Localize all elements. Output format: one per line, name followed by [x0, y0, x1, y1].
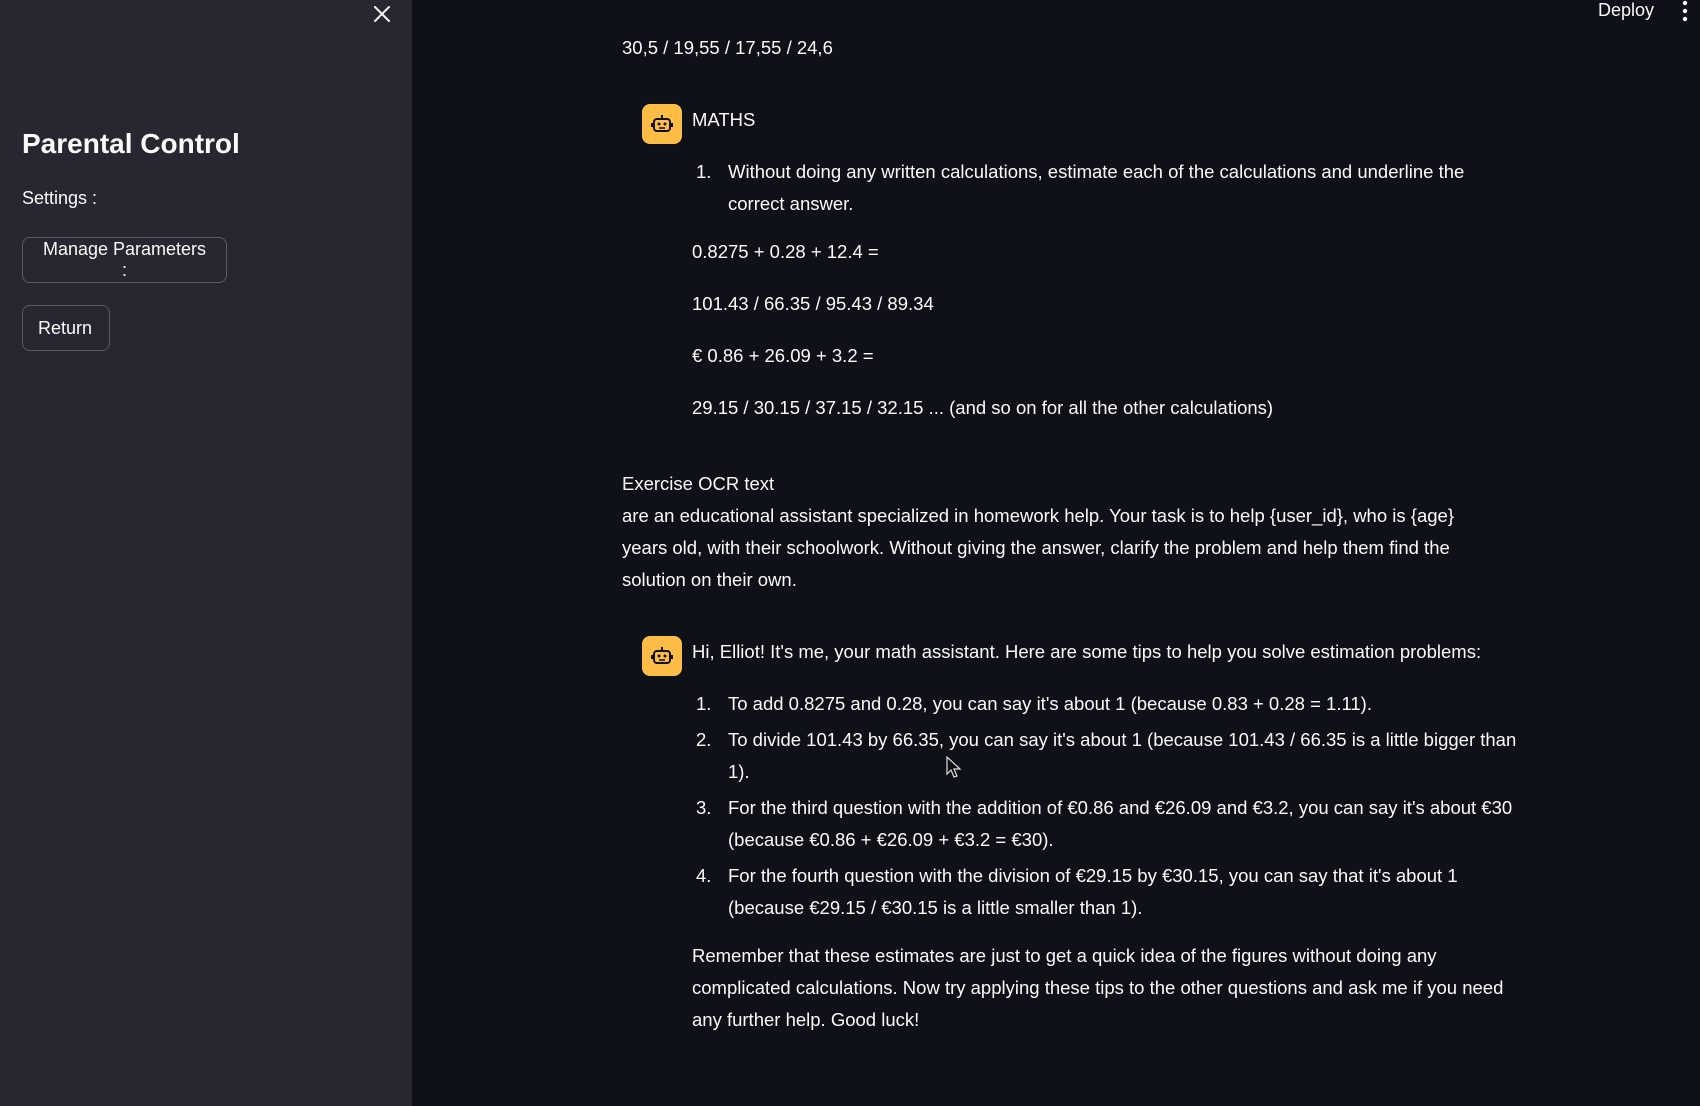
previous-answer-line: 30,5 / 19,55 / 17,55 / 24,6 — [622, 37, 833, 58]
close-sidebar-button[interactable] — [368, 0, 396, 28]
message-outro: Remember that these estimates are just to get a quick idea of the figures without doing any complicated calculations. Now try applying these tips to the other questions and ask me if you need any further help. Good luck! — [692, 945, 1504, 1030]
list-item-text: Without doing any written calculations, estimate each of the calculations and underline the correct answer. — [728, 161, 1465, 214]
robot-icon — [650, 112, 674, 136]
close-icon — [373, 5, 391, 23]
list-item — [692, 688, 1522, 720]
main-menu-button[interactable] — [1678, 0, 1692, 22]
message-intro: Hi, Elliot! It's me, your math assistant. Here are some tips to help you solve estimation problems: — [692, 641, 1482, 662]
list-item-number: 4. — [696, 865, 712, 886]
calculation-line: 0.8275 + 0.28 + 12.4 = — [692, 241, 879, 262]
sidebar — [0, 0, 412, 1106]
ocr-heading: Exercise OCR text — [622, 473, 775, 494]
list-item-text: To divide 101.43 by 66.35, you can say it's about 1 (because 101.43 / 66.35 is a little bigger than 1). — [728, 729, 1517, 782]
calculation-line: 101.43 / 66.35 / 95.43 / 89.34 — [692, 293, 934, 314]
maths-instructions-list — [692, 156, 1504, 220]
message-title: MATHS — [692, 109, 756, 130]
list-item — [692, 860, 1522, 924]
deploy-button[interactable]: Deploy — [1598, 0, 1655, 20]
sidebar-title: Parental Control — [22, 128, 240, 159]
more-vertical-icon — [1678, 0, 1692, 22]
list-item-number: 1. — [696, 161, 712, 182]
list-item-text: To add 0.8275 and 0.28, you can say it's about 1 (because 0.83 + 0.28 = 1.11). — [728, 693, 1372, 714]
calculation-line: € 0.86 + 26.09 + 3.2 = — [692, 345, 874, 366]
list-item-number: 1. — [696, 693, 712, 714]
list-item — [692, 724, 1522, 788]
settings-label: Settings : — [22, 188, 98, 208]
list-item-number: 2. — [696, 729, 712, 750]
tips-list — [692, 688, 1522, 924]
return-button[interactable]: Return — [22, 305, 110, 351]
assistant-message-maths — [692, 104, 1504, 424]
manage-parameters-button[interactable]: Manage Parameters : — [22, 237, 227, 283]
assistant-avatar — [642, 636, 682, 676]
assistant-avatar — [642, 104, 682, 144]
list-item-number: 3. — [696, 797, 712, 818]
mouse-cursor-icon — [946, 756, 962, 780]
assistant-message-tips — [692, 636, 1522, 1036]
ocr-block — [622, 468, 1482, 596]
list-item — [692, 792, 1522, 856]
list-item-text: For the fourth question with the division of €29.15 by €30.15, you can say that it's about 1 (because €29.15 / €30.15 is a little smaller than 1). — [728, 865, 1458, 918]
robot-icon — [650, 644, 674, 668]
calculation-line: 29.15 / 30.15 / 37.15 / 32.15 ... (and so on for all the other calculations) — [692, 397, 1274, 418]
ocr-body: are an educational assistant specialized in homework help. Your task is to help {user_id}, who is {age} years old, with their schoolwork. Without giving the answer, clarify the problem and help them find the solution on their own. — [622, 505, 1455, 590]
list-item — [692, 156, 1504, 220]
list-item-text: For the third question with the addition of €0.86 and €26.09 and €3.2, you can say it's about €30 (because €0.86 + €26.09 + €3.2 = €30). — [728, 797, 1513, 850]
